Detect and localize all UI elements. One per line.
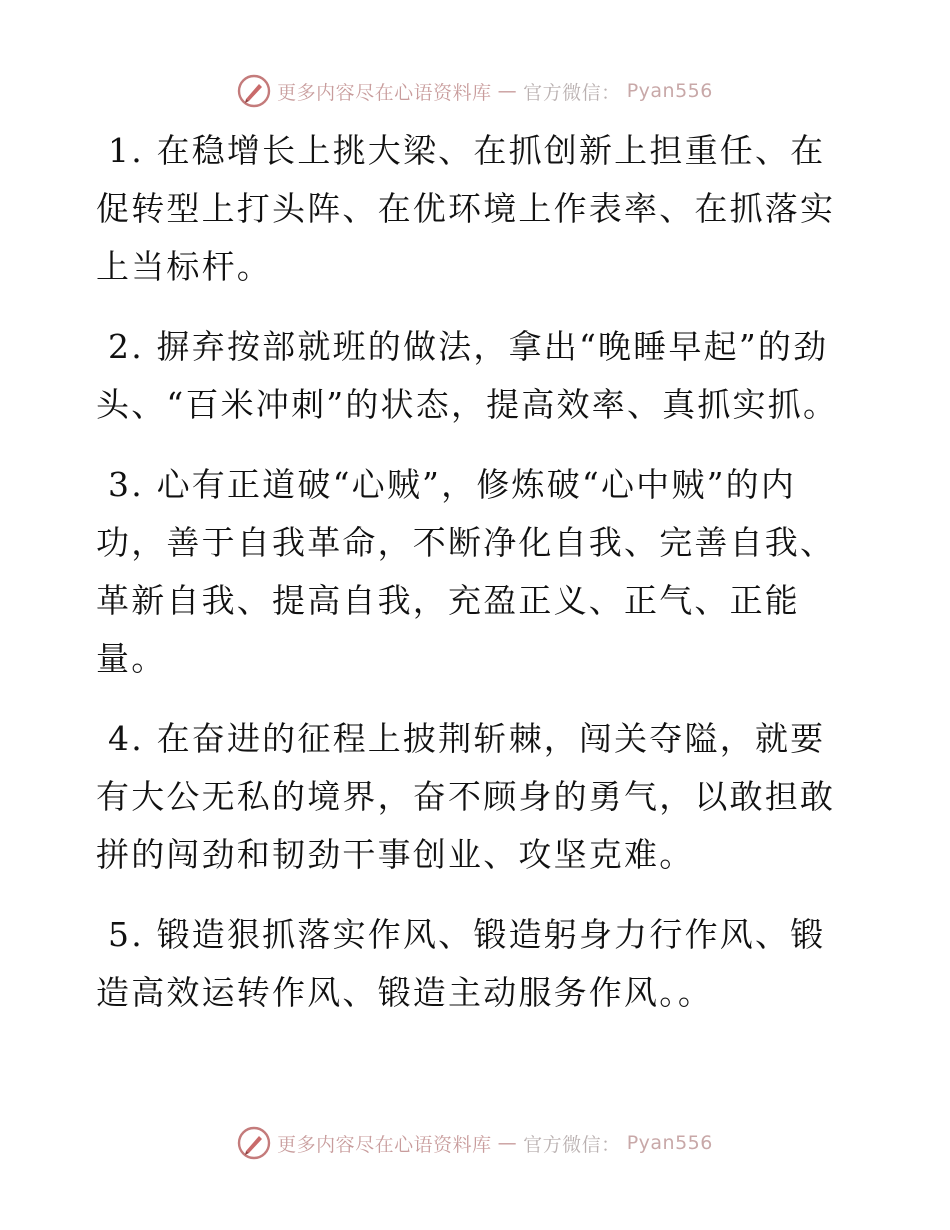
watermark-wechat-label: 官方微信： bbox=[523, 1133, 621, 1156]
watermark-wechat-label: 官方微信： bbox=[523, 81, 621, 104]
list-item: 3. 心有正道破“心贼”，修炼破“心中贼”的内功，善于自我革命，不断净化自我、完善自我、革新自我、提高自我，充盈正义、正气、正能量。 bbox=[96, 465, 836, 678]
pen-logo-icon bbox=[237, 1126, 271, 1160]
watermark-site-text: 更多内容尽在心语资料库 bbox=[277, 1133, 492, 1156]
document-body bbox=[96, 122, 856, 1044]
footer-watermark bbox=[0, 1126, 950, 1160]
pen-logo-icon bbox=[237, 74, 271, 108]
list-item: 5. 锻造狠抓落实作风、锻造躬身力行作风、锻造高效运转作风、锻造主动服务作风。。 bbox=[96, 915, 826, 1012]
list-item: 1. 在稳增长上挑大梁、在抓创新上担重任、在促转型上打头阵、在优环境上作表率、在抓落实上当标杆。 bbox=[96, 131, 836, 286]
watermark-wechat-id: Pyan556 bbox=[626, 80, 713, 102]
watermark-site-text: 更多内容尽在心语资料库 bbox=[277, 81, 492, 104]
watermark-dash: — bbox=[497, 80, 518, 102]
header-watermark bbox=[0, 74, 950, 108]
watermark-dash: — bbox=[497, 1132, 518, 1154]
list-item: 4. 在奋进的征程上披荆斩棘，闯关夺隘，就要有大公无私的境界，奋不顾身的勇气，以敢担敢拼的闯劲和韧劲干事创业、攻坚克难。 bbox=[96, 719, 836, 874]
watermark-wechat-id: Pyan556 bbox=[626, 1132, 713, 1154]
list-item: 2. 摒弃按部就班的做法，拿出“晚睡早起”的劲头、“百米冲刺”的状态，提高效率、真抓实抓。 bbox=[96, 327, 839, 424]
